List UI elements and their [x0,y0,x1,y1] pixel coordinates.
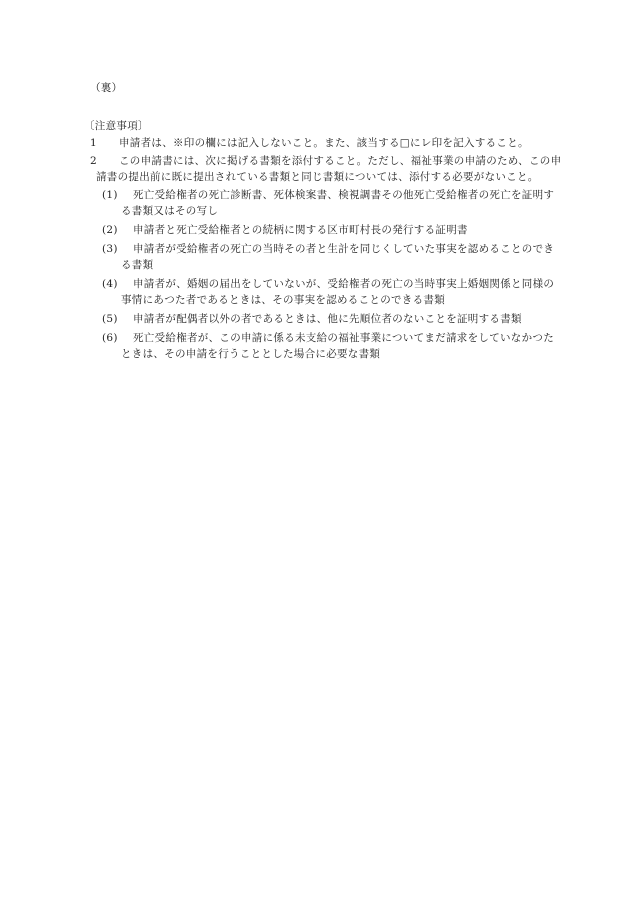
sub-item-number: (4) [102,278,118,290]
sub-item-number: (2) [102,224,118,236]
note-text: 申請者は、※印の欄には記入しないこと。また、該当する□にレ印を記入すること。 [119,137,529,149]
sub-item-number: (6) [102,332,118,344]
note-item-1 [84,135,564,151]
required-document-item-2 [84,222,564,238]
notes-list [84,135,564,365]
back-side-label: （裏） [90,82,123,94]
sub-item-number: (5) [102,313,118,325]
sub-item-number: (1) [102,189,118,201]
sub-item-text: 死亡受給権者の死亡診断書、死体検案書、検視調書その他死亡受給権者の死亡を証明する書類又はその写し [121,189,555,217]
note-number: 1 [90,137,97,149]
notes-section-title: 〔注意事項〕 [84,120,149,132]
sub-item-text: 申請者が、婚姻の届出をしていないが、受給権者の死亡の当時事実上婚姻関係と同様の事情にあつた者であるときは、その事実を認めることのできる書類 [121,278,555,306]
required-document-item-5 [84,311,564,327]
note-text: この申請書には、次に掲げる書類を添付すること。ただし、福祉事業の申請のため、この申請書の提出前に既に提出されている書類と同じ書類については、添付する必要がないこと。 [96,155,562,183]
required-document-item-6 [84,330,564,362]
sub-item-text: 申請者が受給権者の死亡の当時その者と生計を同じくしていた事実を認めることのできる書類 [121,243,555,271]
note-number: 2 [90,155,97,167]
sub-item-text: 死亡受給権者が、この申請に係る未支給の福祉事業についてまだ請求をしていなかつたときは、その申請を行うこととした場合に必要な書類 [121,332,554,360]
sub-item-text: 申請者が配偶者以外の者であるときは、他に先順位者のないことを証明する書類 [133,313,522,325]
required-documents-list [84,187,564,362]
sub-item-text: 申請者と死亡受給権者との続柄に関する区市町村長の発行する証明書 [133,224,468,236]
required-document-item-3 [84,241,564,273]
sub-item-number: (3) [102,243,118,255]
required-document-item-4 [84,276,564,308]
note-item-2 [84,153,564,362]
required-document-item-1 [84,187,564,219]
